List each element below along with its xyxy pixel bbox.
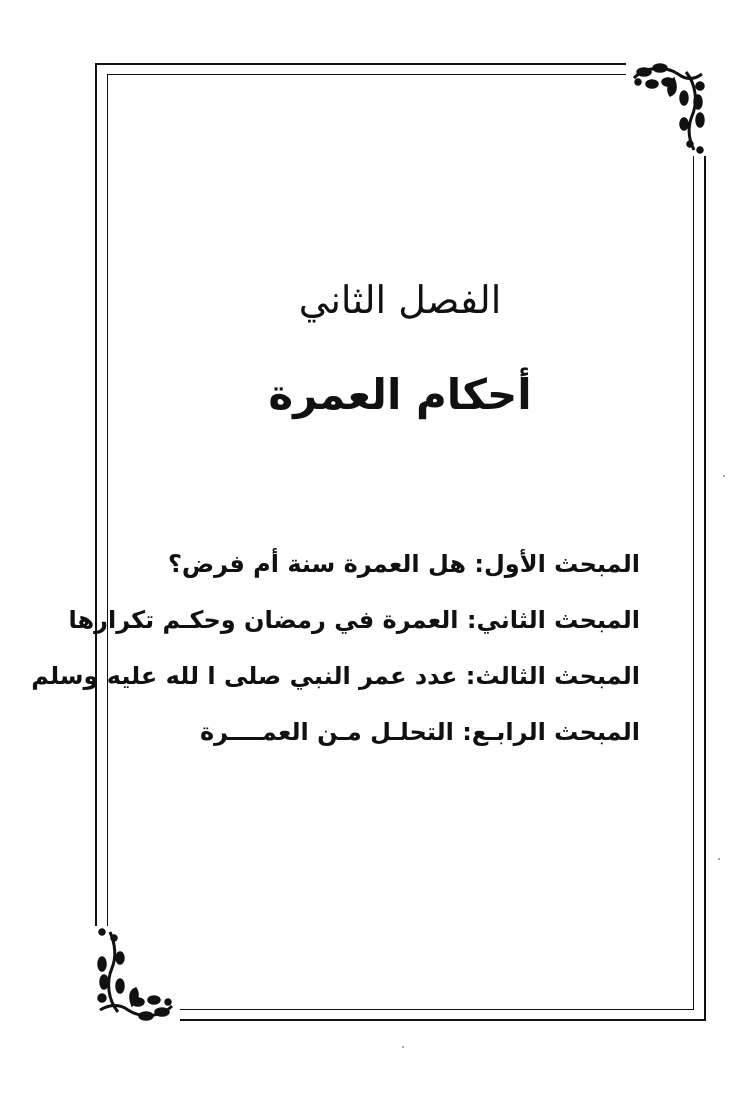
section-item: المبحث الثاني: العمرة في رمضان وحكـم تكرارها	[68, 606, 640, 634]
scan-speck	[402, 1046, 404, 1048]
floral-corner-icon	[90, 926, 180, 1026]
scan-speck	[718, 858, 720, 860]
section-item: المبحث الثالث: عدد عمر النبي صلى ا لله عليه وسلم	[31, 662, 640, 690]
section-item: المبحث الرابـع: التحلـل مـن العمــــرة	[199, 718, 640, 746]
scan-speck	[723, 475, 725, 477]
section-item: المبحث الأول: هل العمرة سنة أم فرض؟	[167, 550, 640, 578]
chapter-title: أحكام العمرة	[268, 370, 532, 419]
floral-corner-icon	[626, 58, 710, 156]
chapter-label: الفصل الثاني	[298, 278, 502, 322]
section-list	[31, 536, 640, 760]
